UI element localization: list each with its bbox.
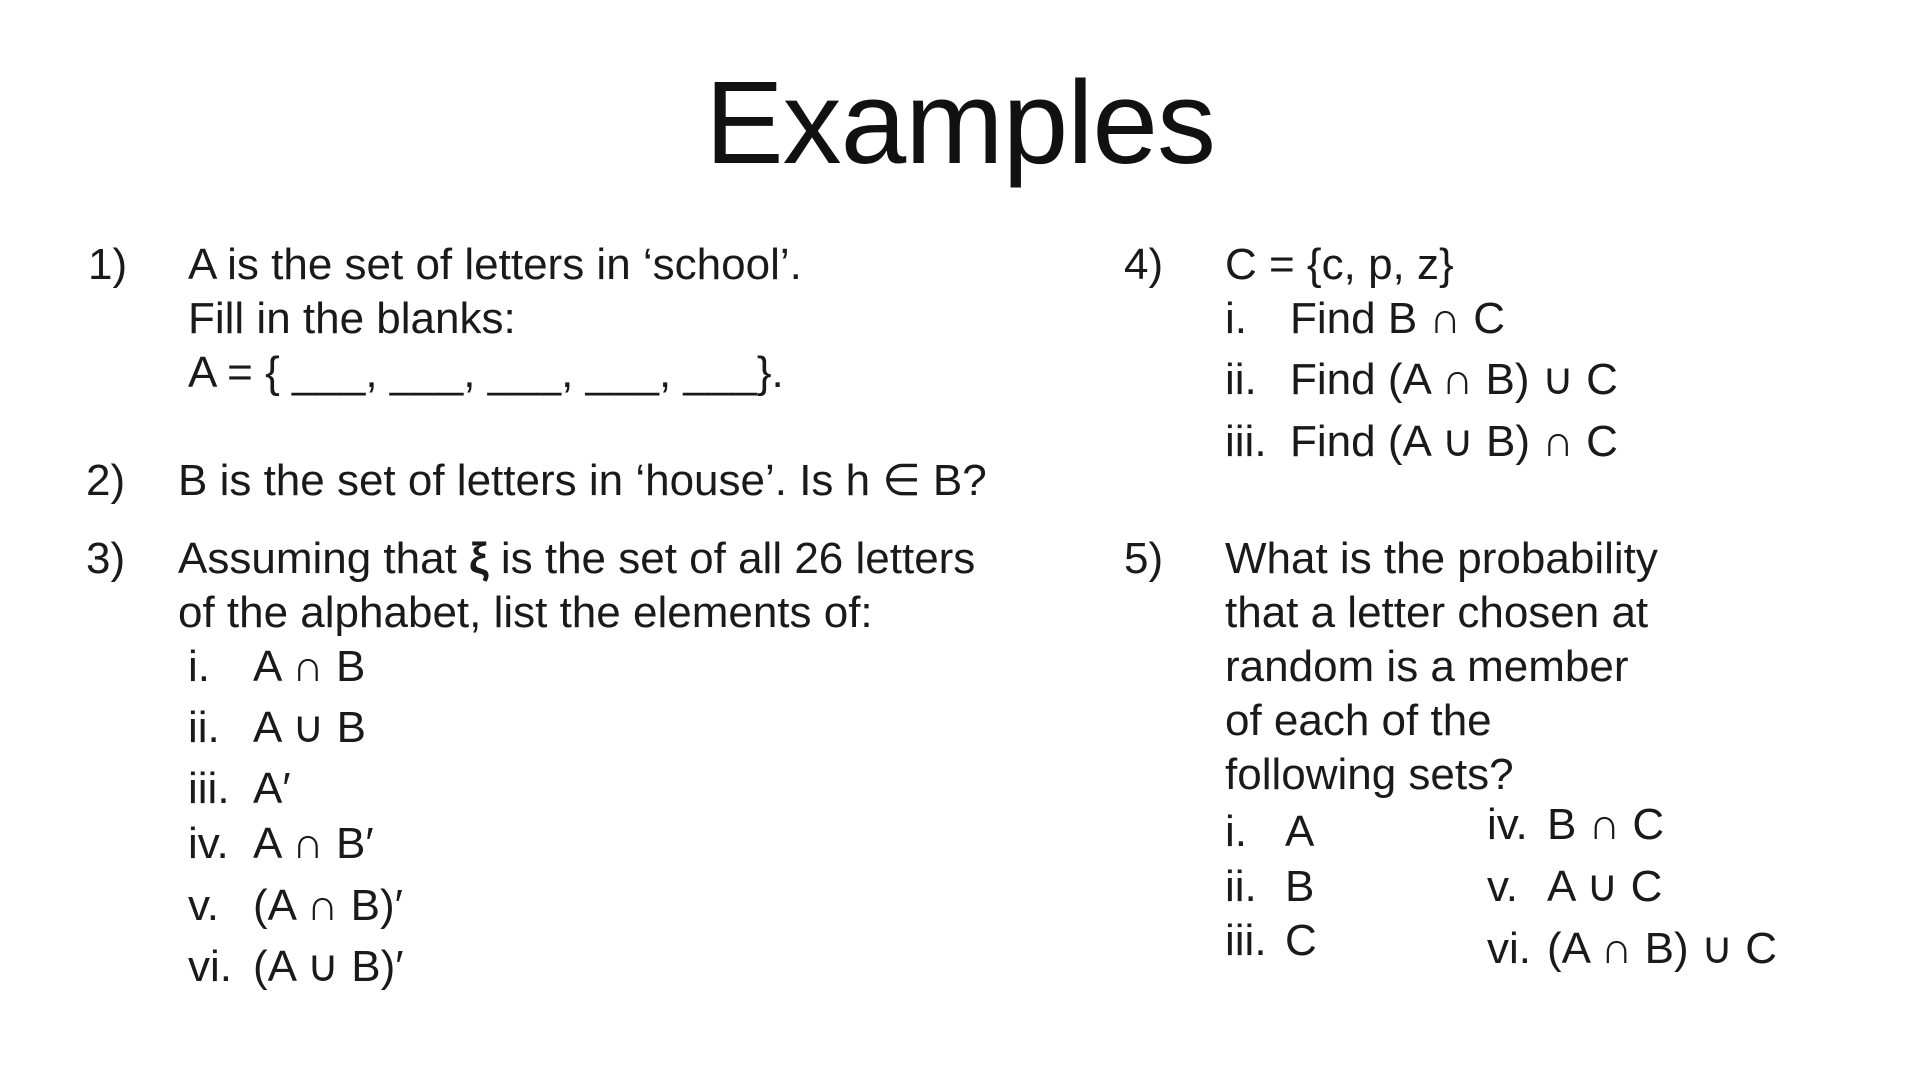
sub-item xyxy=(188,762,291,816)
item-expression: A ∩ B′ xyxy=(253,819,374,868)
item-expression: B ∩ C xyxy=(1547,800,1665,849)
question-number: 4) xyxy=(1124,240,1164,289)
item-label: vi. xyxy=(1487,924,1531,973)
question-text xyxy=(178,532,975,586)
question-text: A is the set of letters in ‘school’. xyxy=(188,240,802,289)
text-fragment: is the set of all 26 letters xyxy=(488,534,976,583)
question-number: 5) xyxy=(1124,534,1164,583)
question-text: of each of the xyxy=(1225,696,1492,745)
question-number: 2) xyxy=(86,456,126,505)
sub-item xyxy=(1225,353,1618,407)
item-label: v. xyxy=(1487,862,1518,911)
item-expression: Find (A ∩ B) ∪ C xyxy=(1290,355,1618,404)
item-label: iii. xyxy=(1225,417,1267,466)
item-label: vi. xyxy=(188,942,232,991)
question-text: of the alphabet, list the elements of: xyxy=(178,588,873,637)
item-expression: A xyxy=(1285,807,1315,856)
item-label: iv. xyxy=(188,819,229,868)
question-text: following sets? xyxy=(1225,750,1514,799)
fill-blanks-line: A = { ___, ___, ___, ___, ___}. xyxy=(188,348,784,397)
item-expression: B xyxy=(1285,862,1315,911)
sub-item xyxy=(188,879,403,933)
item-expression: A ∩ B xyxy=(253,642,366,691)
sub-item xyxy=(188,817,374,871)
sub-item xyxy=(1487,922,1777,976)
sub-item xyxy=(1487,860,1662,914)
question-text: random is a member xyxy=(1225,642,1629,691)
text-fragment: Assuming that xyxy=(178,534,470,583)
sub-item xyxy=(1225,805,1314,859)
sub-item xyxy=(1487,798,1664,852)
item-label: i. xyxy=(1225,294,1247,343)
item-expression: A ∪ B xyxy=(253,703,366,752)
item-label: iv. xyxy=(1487,800,1528,849)
item-expression: Find B ∩ C xyxy=(1290,294,1506,343)
question-text: Fill in the blanks: xyxy=(188,294,516,343)
item-expression: C xyxy=(1285,916,1317,965)
item-label: ii. xyxy=(188,703,220,752)
sub-item xyxy=(188,940,403,994)
sub-item xyxy=(1225,914,1317,968)
item-label: ii. xyxy=(1225,355,1257,404)
item-label: iii. xyxy=(1225,916,1267,965)
slide-title: Examples xyxy=(704,57,1216,189)
item-expression: (A ∩ B) ∪ C xyxy=(1547,924,1778,973)
item-expression: Find (A ∪ B) ∩ C xyxy=(1290,417,1618,466)
item-label: i. xyxy=(188,642,210,691)
item-label: v. xyxy=(188,881,219,930)
sub-item xyxy=(188,701,366,755)
xi-symbol: ξ xyxy=(469,534,489,583)
question-text: that a letter chosen at xyxy=(1225,588,1649,637)
item-expression: (A ∩ B)′ xyxy=(253,881,403,930)
item-expression: (A ∪ B)′ xyxy=(253,942,404,991)
item-expression: A′ xyxy=(253,764,291,813)
question-number: 1) xyxy=(88,240,128,289)
item-label: i. xyxy=(1225,807,1247,856)
item-expression: A ∪ C xyxy=(1547,862,1663,911)
item-label: ii. xyxy=(1225,862,1257,911)
sub-item xyxy=(1225,415,1618,469)
question-number: 3) xyxy=(86,534,126,583)
sub-item xyxy=(1225,860,1314,914)
item-label: iii. xyxy=(188,764,230,813)
question-text: C = {c, p, z} xyxy=(1225,240,1454,289)
question-text: What is the probability xyxy=(1225,534,1658,583)
question-text: B is the set of letters in ‘house’. Is h ∈ B? xyxy=(178,456,987,505)
sub-item xyxy=(1225,292,1505,346)
sub-item xyxy=(188,640,365,694)
